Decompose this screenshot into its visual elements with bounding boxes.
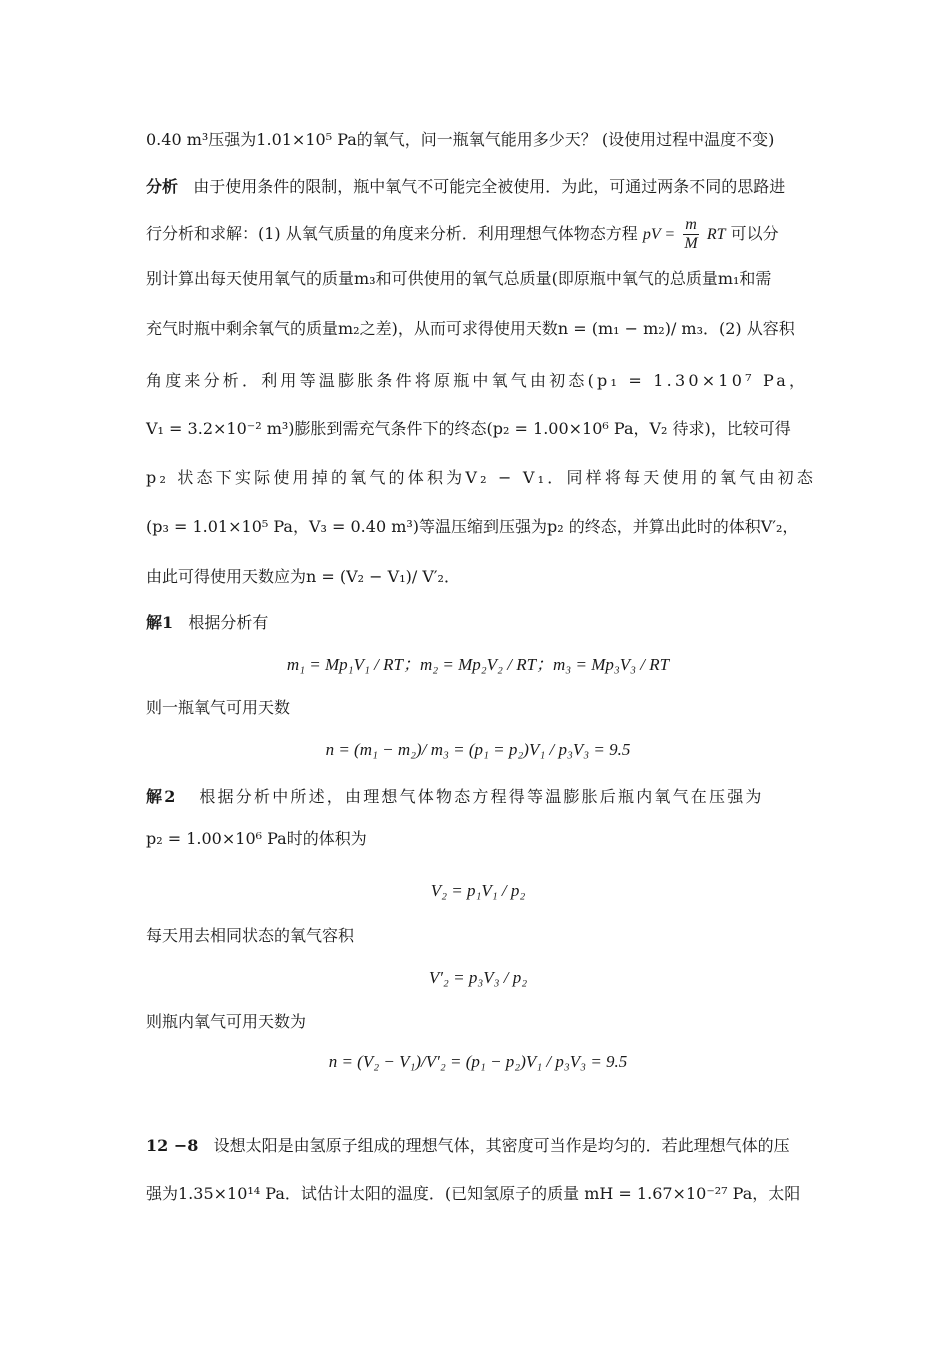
analysis-label: 分析 bbox=[146, 177, 179, 196]
analysis-text: 由于使用条件的限制，瓶中氧气不可能完全被使用．为此，可通过两条不同的思路进 bbox=[193, 177, 786, 196]
fraction-numerator: m bbox=[685, 216, 697, 233]
text-line-3-pre: 行分析和求解：(1) 从氧气质量的角度来分析．利用理想气体物态方程 bbox=[146, 224, 638, 243]
solution-2-text: 根据分析中所述，由理想气体物态方程得等温膨胀后瓶内氧气在压强为 bbox=[199, 787, 764, 806]
solution-1-label: 解1 bbox=[146, 613, 174, 632]
ideal-gas-eq-lhs: pV = bbox=[642, 226, 676, 243]
text-line-1: 0.40 m³压强为1.01×10⁵ Pa的氧气，问一瓶氧气能用多少天？ (设使用过程中温度不变) bbox=[146, 130, 775, 149]
text-line-18: 强为1.35×10¹⁴ Pa．试估计太阳的温度．(已知氢原子的质量 mH = 1.67×10⁻²⁷ Pa，太阳 bbox=[146, 1184, 801, 1203]
analysis-paragraph-start bbox=[146, 176, 810, 198]
text-line-7: V₁ = 3.2×10⁻² m³)膨胀到需充气条件下的终态(p₂ = 1.00×10⁶ Pa，V₂ 待求)，比较可得 bbox=[146, 419, 791, 438]
text-line-14: p₂ = 1.00×10⁶ Pa时的体积为 bbox=[146, 829, 367, 848]
mass-over-molar-fraction bbox=[683, 216, 699, 253]
text-line-12: 则一瓶氧气可用天数 bbox=[146, 698, 291, 717]
text-line-8: p₂ 状态下实际使用掉的氧气的体积为V₂ − V₁．同样将每天使用的氧气由初态 bbox=[146, 468, 817, 487]
equation-v2: V₂ = p₁V₁ / p₂ bbox=[430, 881, 526, 900]
solution-1-text: 根据分析有 bbox=[188, 613, 269, 632]
solution-2-heading bbox=[146, 786, 810, 808]
text-line-5: 充气时瓶中剩余氧气的质量m₂之差)，从而可求得使用天数n = (m₁ − m₂)/ m₃．(2) 从容积 bbox=[146, 319, 795, 338]
problem-number: 12 −8 bbox=[146, 1136, 199, 1155]
ideal-gas-eq-rhs: RT bbox=[706, 226, 726, 243]
text-line-4: 别计算出每天使用氧气的质量m₃和可供使用的氧气总质量(即原瓶中氧气的总质量m₁和需 bbox=[146, 269, 772, 288]
text-line-16: 则瓶内氧气可用天数为 bbox=[146, 1012, 307, 1031]
fraction-denominator: M bbox=[684, 235, 698, 252]
text-line-15: 每天用去相同状态的氧气容积 bbox=[146, 926, 355, 945]
solution-1-heading bbox=[146, 612, 810, 634]
text-line-6: 角度来分析．利用等温膨胀条件将原瓶中氧气由初态(p₁ = 1.30×10⁷ Pa， bbox=[146, 371, 809, 390]
equation-masses: m₁ = Mp₁V₁ / RT；m₂ = Mp₂V₂ / RT；m₃ = Mp₃V₃ / RT bbox=[286, 655, 670, 674]
equation-days-volume: n = (V₂ − V₁)/V′₂ = (p₁ − p₂)V₁ / p₃V₃ = 9.5 bbox=[328, 1052, 628, 1071]
text-line-3 bbox=[146, 216, 810, 253]
text-line-10: 由此可得使用天数应为n = (V₂ − V₁)/ V′₂． bbox=[146, 567, 460, 586]
problem-text: 设想太阳是由氢原子组成的理想气体，其密度可当作是均匀的．若此理想气体的压 bbox=[213, 1136, 790, 1155]
equation-v2-prime: V′₂ = p₃V₃ / p₂ bbox=[428, 968, 528, 987]
solution-2-label: 解2 bbox=[146, 787, 178, 806]
equation-days-mass: n = (m₁ − m₂)/ m₃ = (p₁ = p₂)V₁ / p₃V₃ = 9.5 bbox=[325, 740, 631, 759]
text-line-9: (p₃ = 1.01×10⁵ Pa，V₃ = 0.40 m³)等温压缩到压强为p₂ 的终态，并算出此时的体积V′₂， bbox=[146, 517, 799, 536]
problem-12-8-heading bbox=[146, 1135, 810, 1157]
text-line-3-post: 可以分 bbox=[730, 224, 779, 243]
